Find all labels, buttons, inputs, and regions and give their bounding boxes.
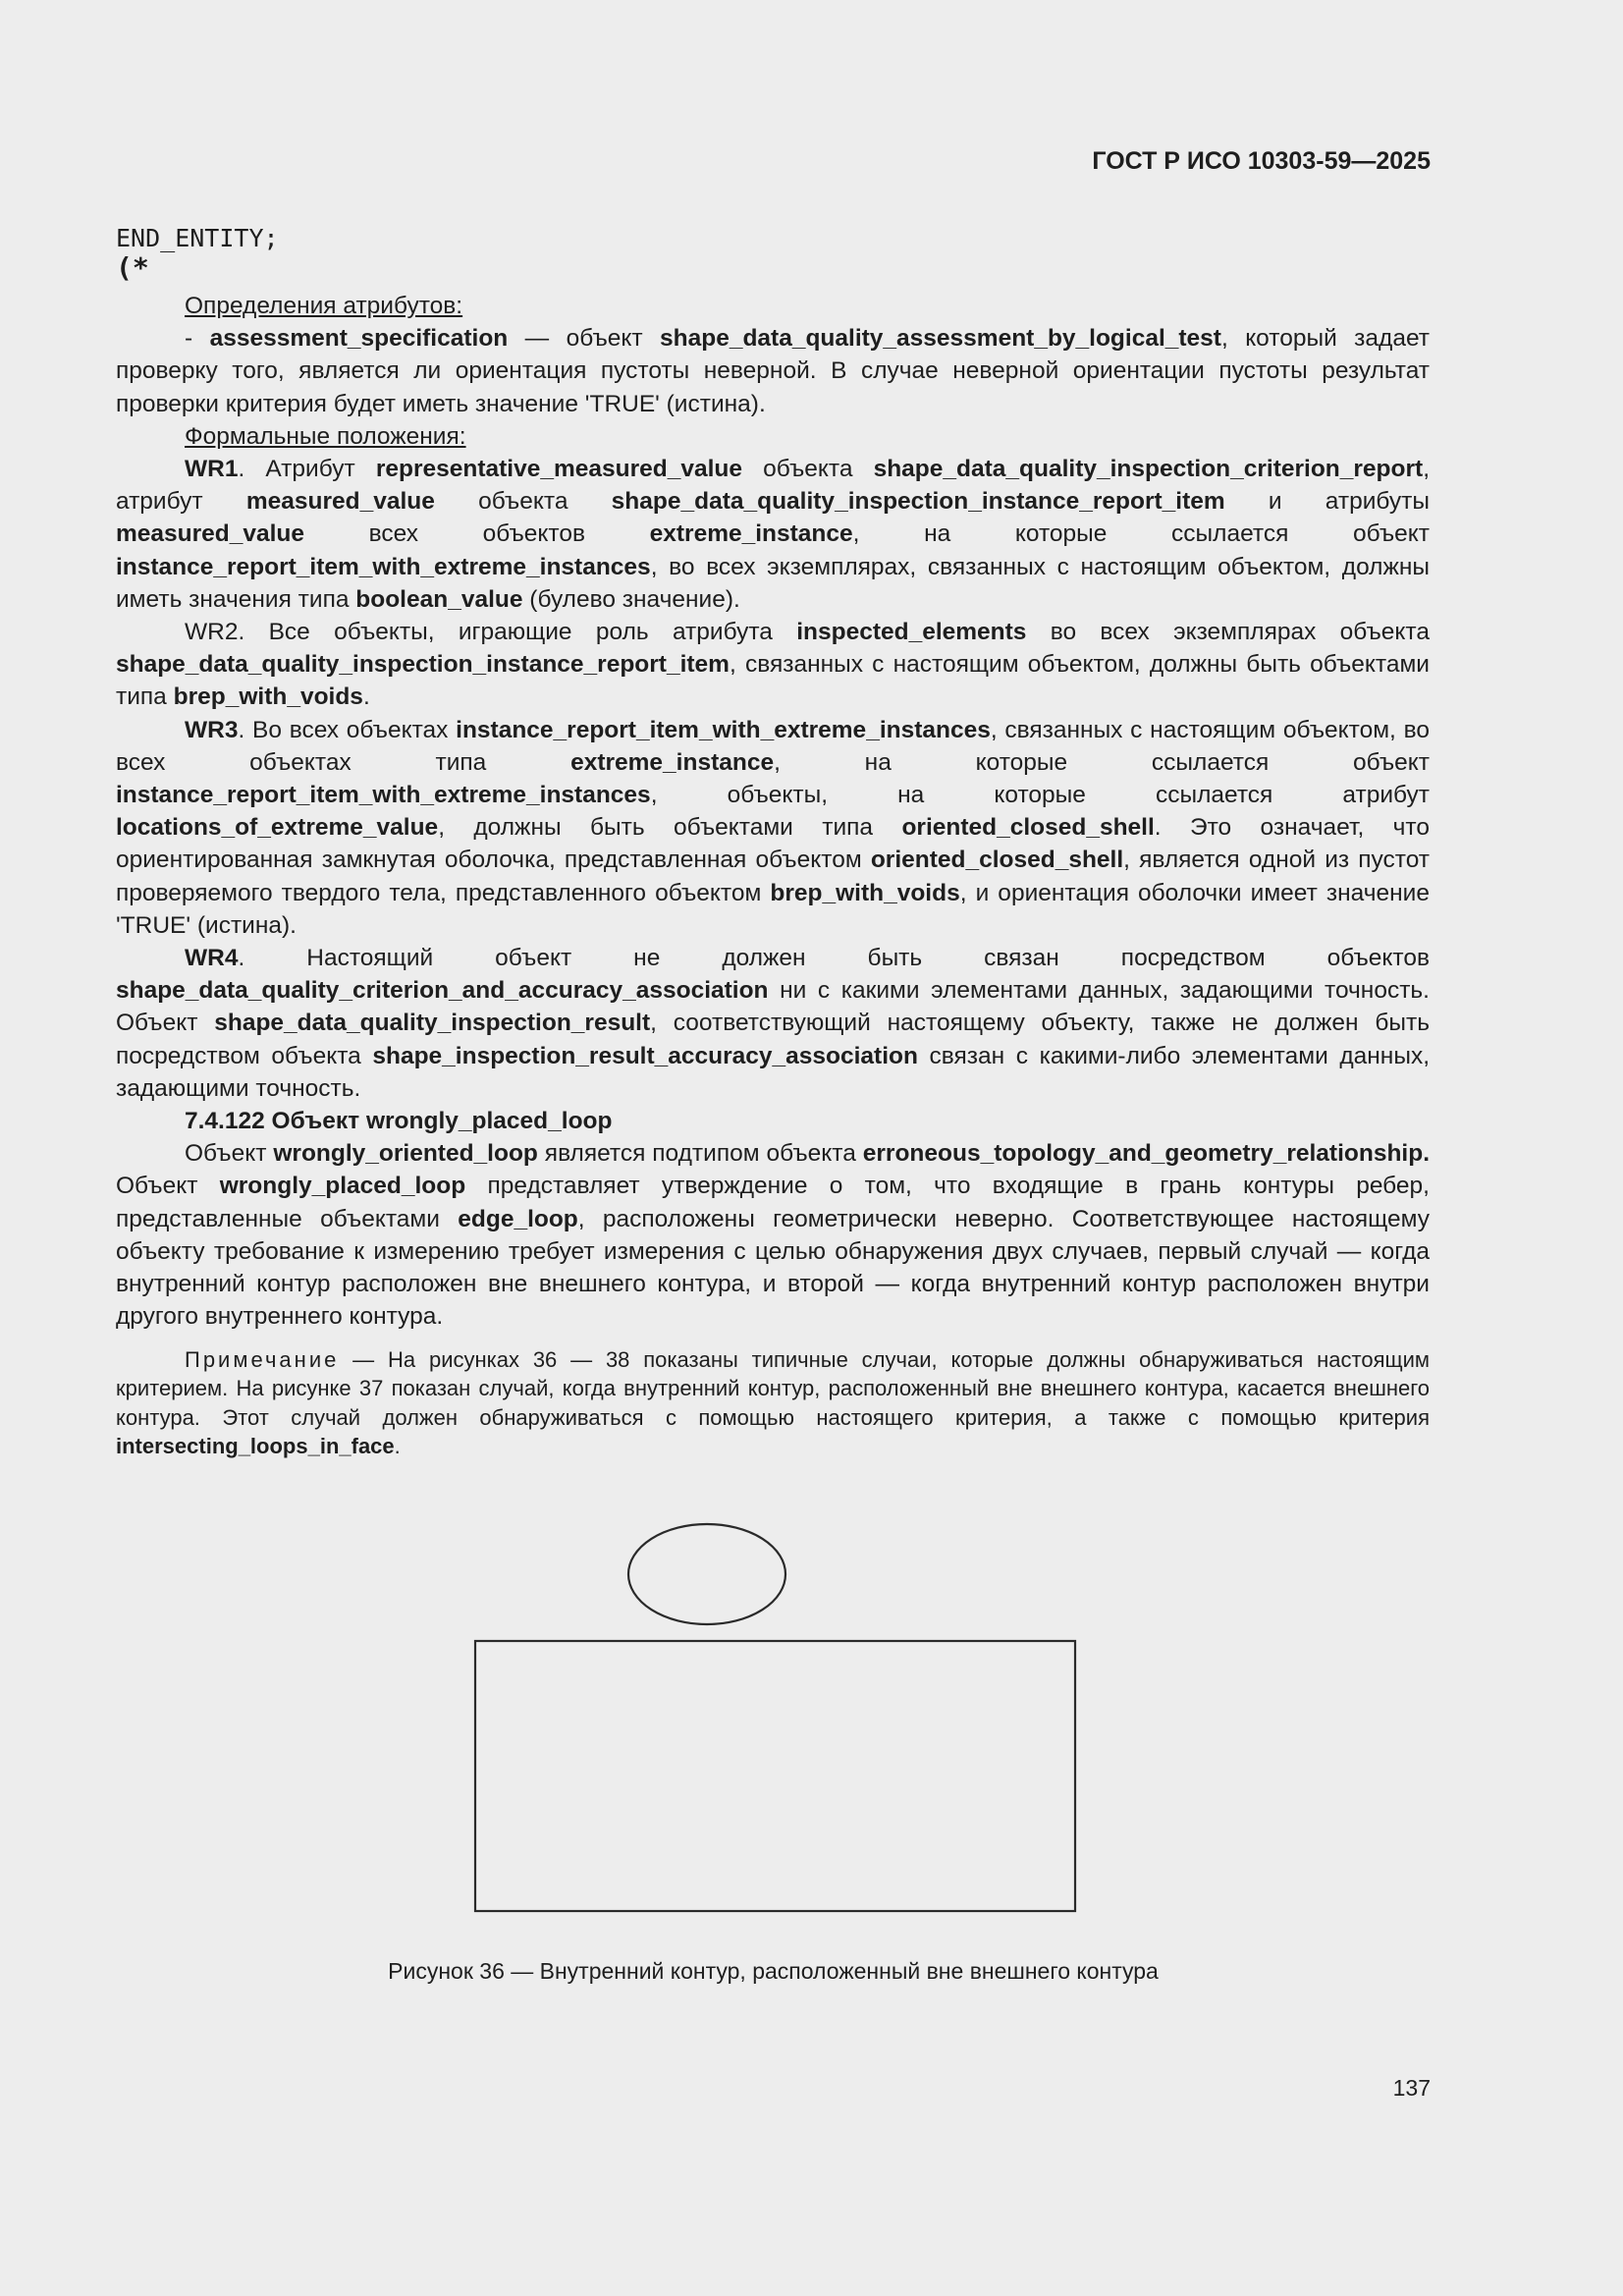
text-run: , и ориентация оболочки имеет значение 'TRUE' (истина). bbox=[116, 879, 1430, 939]
page-content bbox=[116, 290, 1430, 1461]
text-run: . Настоящий объект не должен быть связан посредством объектов bbox=[238, 945, 1430, 972]
text-run: Объект bbox=[116, 1173, 220, 1200]
text-run: , связанных с настоящим объектом, должны быть объектами типа bbox=[116, 651, 1430, 711]
text-run: (булево значение). bbox=[522, 585, 740, 613]
text-run: объекта bbox=[741, 456, 874, 483]
text-run: . bbox=[394, 1434, 401, 1458]
comment-open: (* bbox=[116, 251, 149, 284]
text-run: . Во всех объектах bbox=[238, 716, 457, 743]
text-run: , атрибут bbox=[116, 456, 1430, 516]
term: shape_data_quality_criterion_and_accuracy_association bbox=[116, 977, 769, 1005]
text-run: WR2. Все объекты, играющие роль атрибута bbox=[185, 619, 797, 646]
term: brep_with_voids bbox=[770, 879, 960, 906]
figure-caption: Рисунок 36 — Внутренний контур, расположенный вне внешнего контура bbox=[388, 1958, 1159, 1984]
attr-defs-heading bbox=[116, 290, 1430, 322]
term: shape_data_quality_assessment_by_logical_test bbox=[660, 325, 1221, 353]
text-run: — объект bbox=[508, 325, 661, 353]
term: edge_loop bbox=[458, 1205, 578, 1232]
term: boolean_value bbox=[355, 585, 523, 613]
document-header: ГОСТ Р ИСО 10303-59—2025 bbox=[1092, 147, 1431, 175]
term: wrongly_placed_loop bbox=[219, 1173, 466, 1200]
term: instance_report_item_with_extreme_instances bbox=[116, 782, 651, 809]
attr-def-paragraph bbox=[116, 322, 1430, 420]
term: intersecting_loops_in_face bbox=[116, 1434, 395, 1458]
text-run: всех объектов bbox=[304, 520, 650, 548]
text-run: является подтипом объекта bbox=[537, 1140, 863, 1168]
term: inspected_elements bbox=[796, 619, 1027, 646]
text-run: , на которые ссылается объект bbox=[774, 748, 1430, 776]
page-number: 137 bbox=[1392, 2075, 1431, 2101]
rule-label: WR4 bbox=[185, 945, 239, 972]
term: locations_of_extreme_value bbox=[116, 814, 439, 842]
wr1-paragraph bbox=[116, 453, 1430, 616]
note-label: Примечание bbox=[185, 1346, 340, 1372]
text-run: — На рисунках 36 — 38 показаны типичные случаи, которые должны обнаруживаться настоящим критерием. На рисунке 37 показан случай, когда внутренний контур, расположенный вне внешнего контура, касается внешнего контура. Этот случай должен обнаруживаться с помощью настоящего критерия, а также с помощью критерия bbox=[116, 1346, 1430, 1430]
term: shape_data_quality_inspection_criterion_report bbox=[873, 456, 1424, 483]
term: erroneous_topology_and_geometry_relationship. bbox=[862, 1140, 1430, 1168]
text-run: представляет утверждение о том, что входящие в грань контуры ребер, представленные объектами bbox=[116, 1173, 1430, 1232]
body-paragraph bbox=[116, 1137, 1430, 1333]
term: brep_with_voids bbox=[173, 683, 363, 711]
section-heading bbox=[116, 1105, 1430, 1137]
text-run: - bbox=[185, 325, 210, 353]
term: measured_value bbox=[245, 488, 435, 516]
wr3-paragraph bbox=[116, 714, 1430, 942]
text-run: . bbox=[362, 683, 370, 711]
text-run: объекта bbox=[434, 488, 612, 516]
text-run: и атрибуты bbox=[1224, 488, 1430, 516]
section-title: 7.4.122 Объект wrongly_placed_loop bbox=[185, 1108, 613, 1135]
text-run: , который задает проверку того, является ли ориентация пустоты неверной. В случае неверной ориентации пустоты результат проверки критерия будет иметь значение 'TRUE' (истина). bbox=[116, 325, 1430, 417]
term: instance_report_item_with_extreme_instances bbox=[456, 716, 991, 743]
term: extreme_instance bbox=[570, 748, 775, 776]
term: wrongly_oriented_loop bbox=[273, 1140, 538, 1168]
formal-heading-text: Формальные положения: bbox=[185, 422, 466, 450]
text-run: , объекты, на которые ссылается атрибут bbox=[650, 782, 1430, 809]
note-paragraph bbox=[116, 1345, 1430, 1461]
rule-label: WR1 bbox=[185, 456, 239, 483]
term: assessment_specification bbox=[209, 325, 509, 353]
text-run: , является одной из пустот проверяемого твердого тела, представленного объектом bbox=[116, 847, 1431, 906]
text-run: . Это означает, что ориентированная замкнутая оболочка, представленная объектом bbox=[116, 814, 1430, 874]
text-run: , связанных с настоящим объектом, во всех объектах типа bbox=[116, 716, 1430, 776]
text-run: , должны быть объектами типа bbox=[438, 814, 902, 842]
term: shape_data_quality_inspection_instance_report_item bbox=[611, 488, 1225, 516]
text-run: , соответствующий настоящему объекту, также не должен быть посредством объекта bbox=[116, 1010, 1430, 1069]
term: measured_value bbox=[116, 520, 305, 548]
text-run: , расположены геометрически неверно. Соответствующее настоящему объекту требование к измерению требует измерения с целью обнаружения двух случаев, первый случай — когда внутренний контур расположен вне внешнего контура, и второй — когда внутренний контур расположен внутри другого внутреннего контура. bbox=[116, 1205, 1430, 1331]
term: shape_inspection_result_accuracy_association bbox=[372, 1042, 918, 1069]
outer-loop-rectangle bbox=[475, 1641, 1075, 1911]
text-run: . Атрибут bbox=[238, 456, 376, 483]
text-run: ни с какими элементами данных, задающими точность. Объект bbox=[116, 977, 1430, 1037]
term: instance_report_item_with_extreme_instances bbox=[116, 553, 651, 580]
express-code bbox=[116, 224, 279, 283]
rule-label: WR3 bbox=[185, 716, 239, 743]
text-run: связан с какими-либо элементами данных, задающими точность. bbox=[116, 1042, 1431, 1102]
text-run: , во всех экземплярах, связанных с настоящим объектом, должны иметь значения типа bbox=[116, 553, 1430, 613]
formal-heading bbox=[116, 420, 1430, 453]
wr4-paragraph bbox=[116, 942, 1430, 1105]
term: shape_data_quality_inspection_instance_report_item bbox=[116, 651, 730, 679]
term: extreme_instance bbox=[649, 520, 853, 548]
attr-defs-heading-text: Определения атрибутов: bbox=[185, 293, 463, 319]
term: shape_data_quality_inspection_result bbox=[214, 1010, 651, 1037]
inner-loop-ellipse bbox=[628, 1524, 785, 1624]
text-run: во всех экземплярах объекта bbox=[1026, 619, 1430, 646]
end-entity-line: END_ENTITY; bbox=[116, 224, 279, 252]
term: representative_measured_value bbox=[375, 456, 742, 483]
wr2-paragraph bbox=[116, 616, 1430, 714]
term: oriented_closed_shell bbox=[901, 814, 1155, 842]
term: oriented_closed_shell bbox=[870, 847, 1124, 874]
text-run: Объект bbox=[185, 1140, 274, 1168]
text-run: , на которые ссылается объект bbox=[852, 520, 1430, 548]
